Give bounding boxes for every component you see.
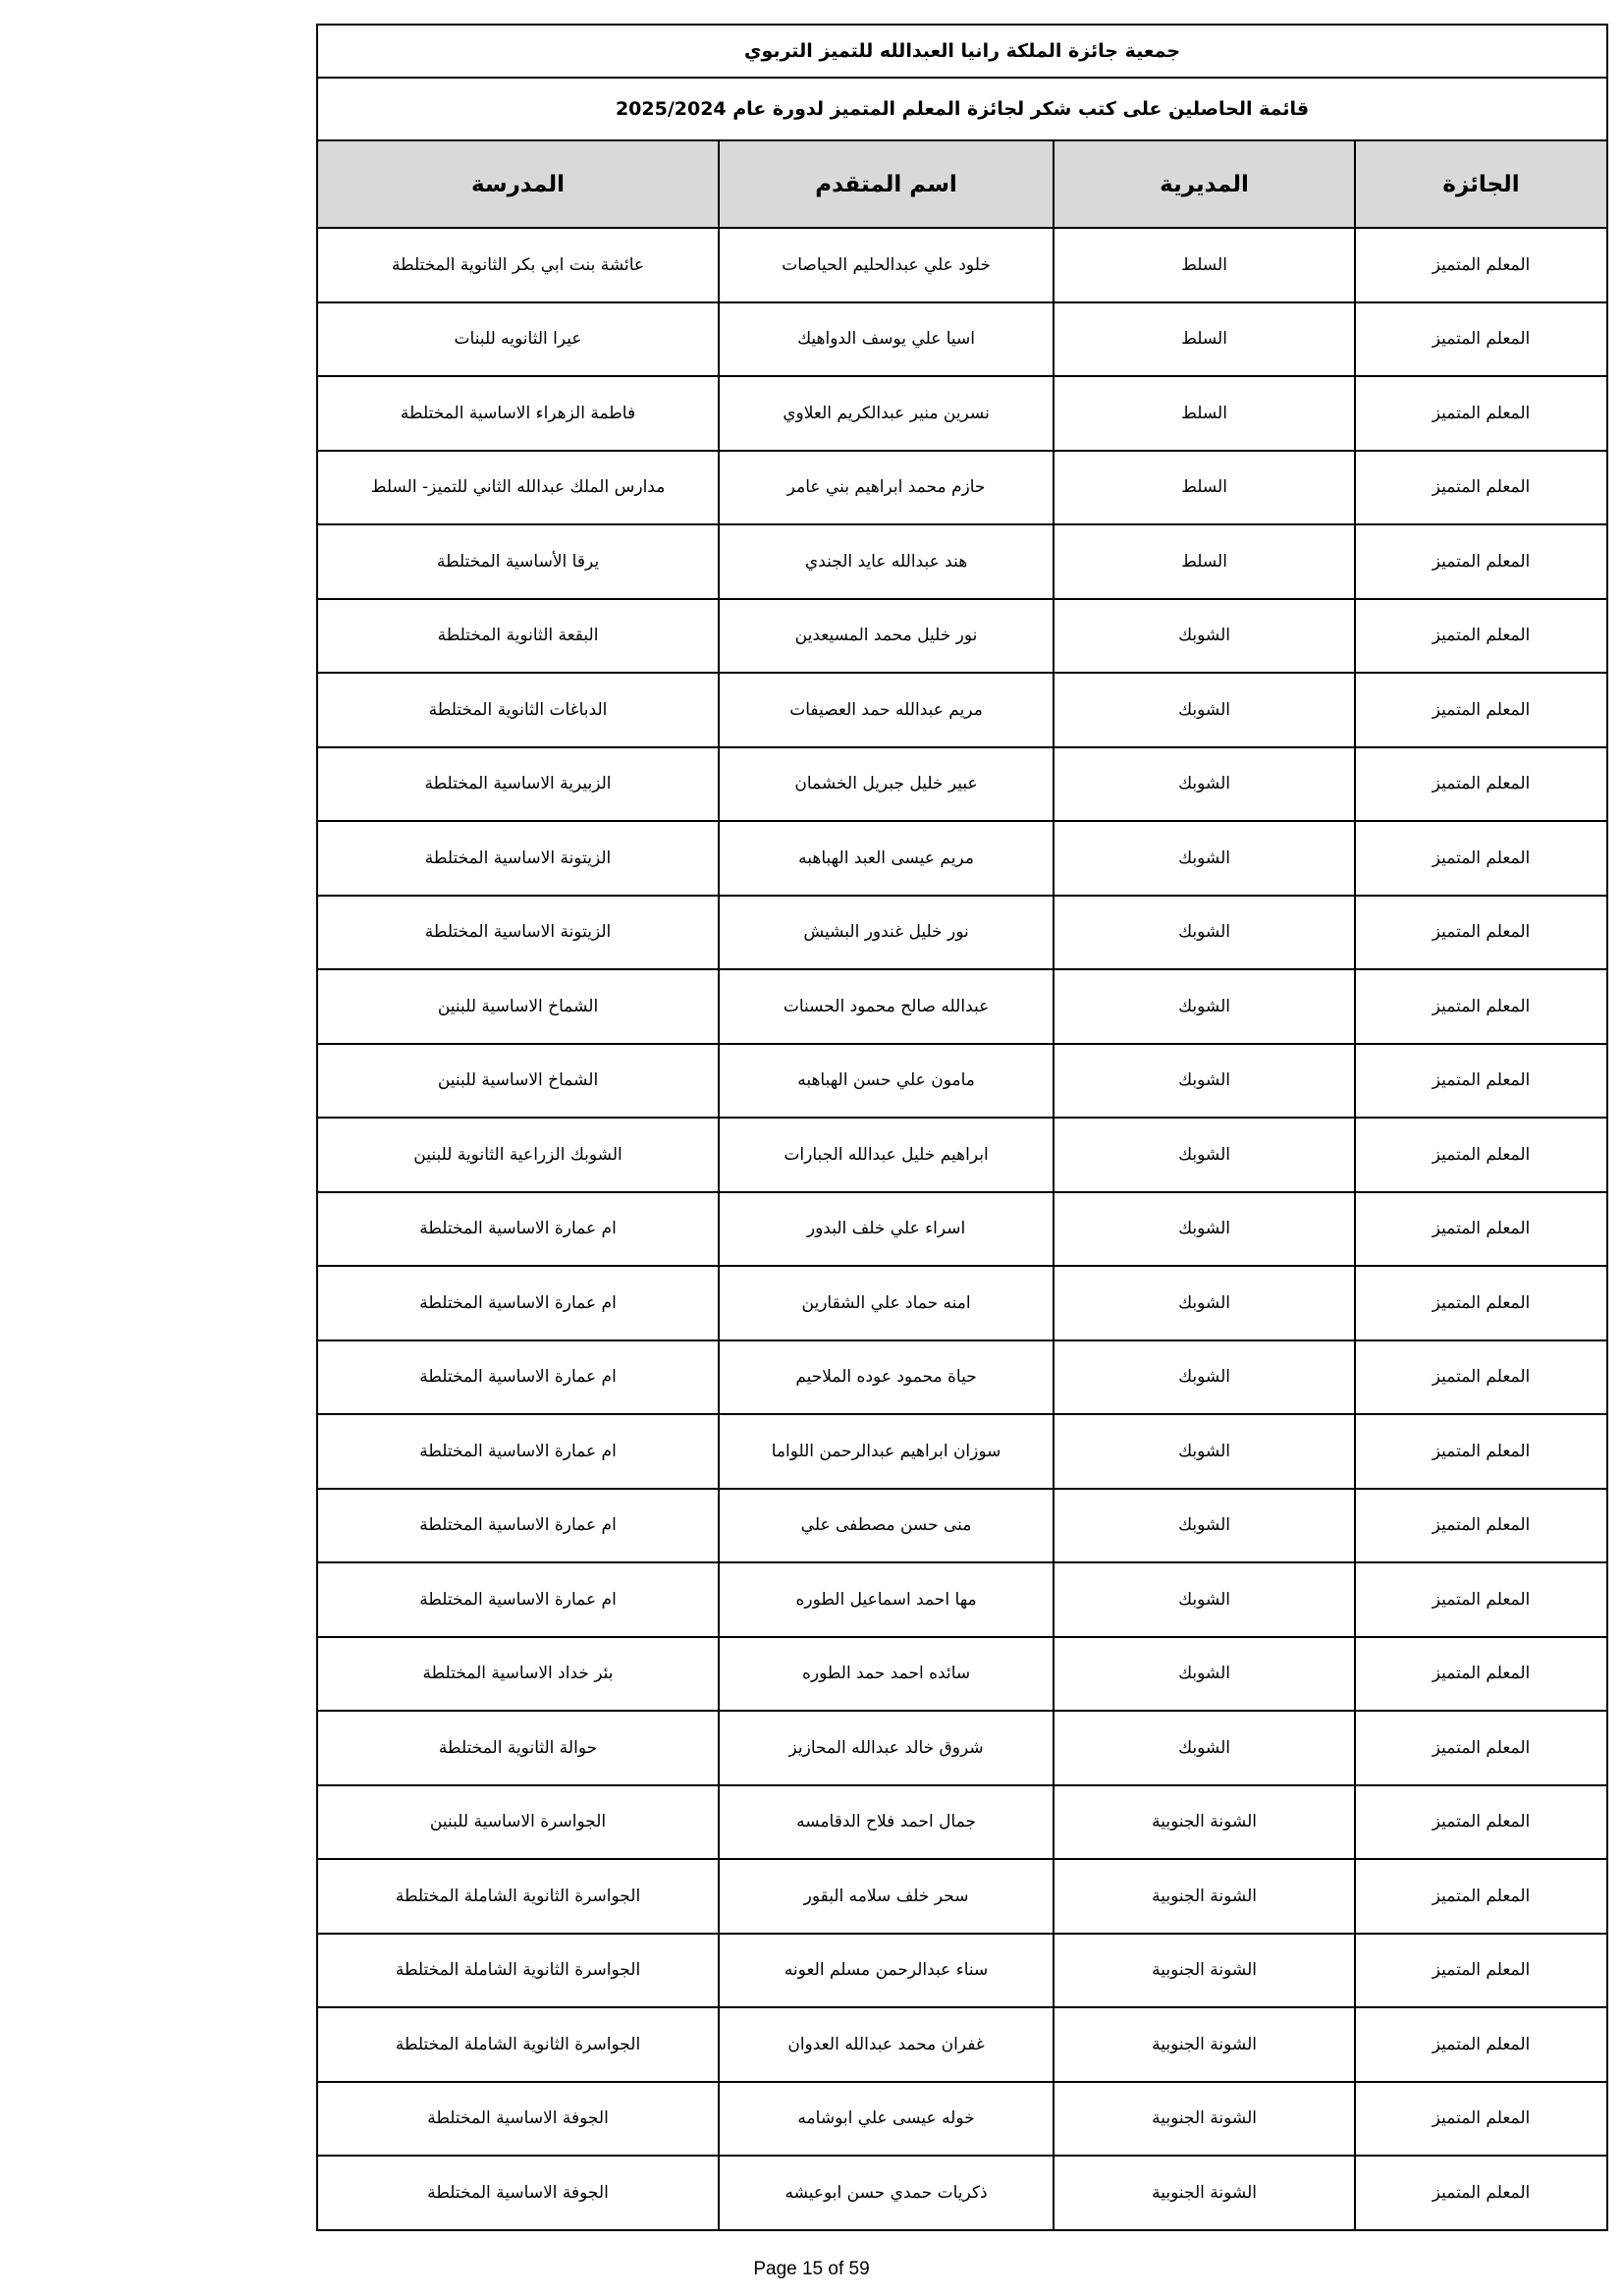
directorate-cell: الشوبك: [1054, 1266, 1355, 1340]
school-cell: الشماخ الاساسية للبنين: [317, 1044, 719, 1119]
award-cell: المعلم المتميز: [1355, 1489, 1607, 1563]
directorate-cell: الشوبك: [1054, 969, 1355, 1044]
directorate-cell: الشوبك: [1054, 896, 1355, 970]
directorate-cell: السلط: [1054, 451, 1355, 525]
table-row: [317, 2156, 1607, 2230]
school-cell: فاطمة الزهراء الاساسية المختلطة: [317, 376, 719, 451]
school-cell: مدارس الملك عبدالله الثاني للتميز- السلط: [317, 451, 719, 525]
applicant-name-cell: خوله عيسى علي ابوشامه: [719, 2082, 1054, 2157]
table-row: [317, 599, 1607, 674]
directorate-cell: الشوبك: [1054, 1711, 1355, 1785]
table-row: [317, 451, 1607, 525]
school-cell: ام عمارة الاساسية المختلطة: [317, 1562, 719, 1637]
directorate-cell: الشوبك: [1054, 821, 1355, 896]
school-cell: بئر خداد الاساسية المختلطة: [317, 1637, 719, 1712]
school-cell: الجواسرة الثانوية الشاملة المختلطة: [317, 1934, 719, 2008]
school-cell: ام عمارة الاساسية المختلطة: [317, 1340, 719, 1415]
award-cell: المعلم المتميز: [1355, 599, 1607, 674]
school-cell: الشوبك الزراعية الثانوية للبنين: [317, 1118, 719, 1192]
applicant-name-cell: حياة محمود عوده الملاحيم: [719, 1340, 1054, 1415]
award-cell: المعلم المتميز: [1355, 1711, 1607, 1785]
document-title: جمعية جائزة الملكة رانيا العبدالله للتميز التربوي: [317, 25, 1607, 78]
directorate-cell: السلط: [1054, 302, 1355, 377]
column-header-award: الجائزة: [1355, 140, 1607, 228]
applicant-name-cell: ابراهيم خليل عبدالله الجبارات: [719, 1118, 1054, 1192]
directorate-cell: الشونة الجنوبية: [1054, 1934, 1355, 2008]
applicant-name-cell: امنه حماد علي الشقارين: [719, 1266, 1054, 1340]
applicant-name-cell: مامون علي حسن الهباهبه: [719, 1044, 1054, 1119]
award-cell: المعلم المتميز: [1355, 1414, 1607, 1489]
table-row: [317, 673, 1607, 747]
directorate-cell: الشوبك: [1054, 1044, 1355, 1119]
applicant-name-cell: مريم عبدالله حمد العصيفات: [719, 673, 1054, 747]
award-cell: المعلم المتميز: [1355, 2156, 1607, 2230]
award-cell: المعلم المتميز: [1355, 821, 1607, 896]
award-cell: المعلم المتميز: [1355, 1192, 1607, 1267]
award-cell: المعلم المتميز: [1355, 451, 1607, 525]
award-cell: المعلم المتميز: [1355, 2007, 1607, 2082]
applicant-name-cell: نور خليل غندور البشيش: [719, 896, 1054, 970]
table-row: [317, 2082, 1607, 2157]
table-row: [317, 1340, 1607, 1415]
table-row: [317, 302, 1607, 377]
table-row: [317, 2007, 1607, 2082]
award-cell: المعلم المتميز: [1355, 1637, 1607, 1712]
table-row: [317, 228, 1607, 302]
table-row: [317, 1044, 1607, 1119]
school-cell: الجوفة الاساسية المختلطة: [317, 2082, 719, 2157]
applicant-name-cell: هند عبدالله عايد الجندي: [719, 524, 1054, 599]
table-row: [317, 969, 1607, 1044]
applicant-name-cell: منى حسن مصطفى علي: [719, 1489, 1054, 1563]
award-cell: المعلم المتميز: [1355, 1340, 1607, 1415]
column-header-applicant-name: اسم المتقدم: [719, 140, 1054, 228]
table-row: [317, 1785, 1607, 1860]
award-cell: المعلم المتميز: [1355, 1118, 1607, 1192]
applicant-name-cell: عبدالله صالح محمود الحسنات: [719, 969, 1054, 1044]
column-header-directorate: المديرية: [1054, 140, 1355, 228]
applicant-name-cell: مريم عيسى العبد الهباهبه: [719, 821, 1054, 896]
applicant-name-cell: مها احمد اسماعيل الطوره: [719, 1562, 1054, 1637]
directorate-cell: الشوبك: [1054, 1562, 1355, 1637]
school-cell: ام عمارة الاساسية المختلطة: [317, 1489, 719, 1563]
table-row: [317, 1192, 1607, 1267]
school-cell: الشماخ الاساسية للبنين: [317, 969, 719, 1044]
school-cell: عائشة بنت ابي بكر الثانوية المختلطة: [317, 228, 719, 302]
awards-table: [316, 24, 1608, 2231]
table-row: [317, 1489, 1607, 1563]
directorate-cell: الشوبك: [1054, 1118, 1355, 1192]
directorate-cell: الشونة الجنوبية: [1054, 2082, 1355, 2157]
school-cell: الجواسرة الاساسية للبنين: [317, 1785, 719, 1860]
applicant-name-cell: جمال احمد فلاح الدقامسه: [719, 1785, 1054, 1860]
directorate-cell: الشوبك: [1054, 1414, 1355, 1489]
school-cell: ام عمارة الاساسية المختلطة: [317, 1266, 719, 1340]
directorate-cell: السلط: [1054, 228, 1355, 302]
applicant-name-cell: نسرين منير عبدالكريم العلاوي: [719, 376, 1054, 451]
applicant-name-cell: اسراء علي خلف البدور: [719, 1192, 1054, 1267]
award-cell: المعلم المتميز: [1355, 524, 1607, 599]
table-row: [317, 747, 1607, 822]
award-cell: المعلم المتميز: [1355, 1859, 1607, 1934]
school-cell: ام عمارة الاساسية المختلطة: [317, 1192, 719, 1267]
award-cell: المعلم المتميز: [1355, 302, 1607, 377]
applicant-name-cell: سوزان ابراهيم عبدالرحمن اللواما: [719, 1414, 1054, 1489]
award-cell: المعلم المتميز: [1355, 747, 1607, 822]
table-row: [317, 821, 1607, 896]
school-cell: البقعة الثانوية المختلطة: [317, 599, 719, 674]
award-cell: المعلم المتميز: [1355, 376, 1607, 451]
school-cell: الدباغات الثانوية المختلطة: [317, 673, 719, 747]
directorate-cell: الشوبك: [1054, 599, 1355, 674]
award-cell: المعلم المتميز: [1355, 673, 1607, 747]
school-cell: الجواسرة الثانوية الشاملة المختلطة: [317, 2007, 719, 2082]
directorate-cell: الشونة الجنوبية: [1054, 2007, 1355, 2082]
table-row: [317, 896, 1607, 970]
award-cell: المعلم المتميز: [1355, 1785, 1607, 1860]
directorate-cell: الشونة الجنوبية: [1054, 1785, 1355, 1860]
table-row: [317, 1859, 1607, 1934]
table-row: [317, 1414, 1607, 1489]
directorate-cell: الشوبك: [1054, 673, 1355, 747]
table-body: [317, 25, 1607, 2230]
table-row: [317, 1711, 1607, 1785]
directorate-cell: الشوبك: [1054, 1340, 1355, 1415]
award-cell: المعلم المتميز: [1355, 1562, 1607, 1637]
directorate-cell: الشوبك: [1054, 747, 1355, 822]
school-cell: يرقا الأساسية المختلطة: [317, 524, 719, 599]
directorate-cell: الشونة الجنوبية: [1054, 2156, 1355, 2230]
directorate-cell: الشوبك: [1054, 1489, 1355, 1563]
applicant-name-cell: اسيا علي يوسف الدواهيك: [719, 302, 1054, 377]
school-cell: الجوفة الاساسية المختلطة: [317, 2156, 719, 2230]
directorate-cell: الشوبك: [1054, 1192, 1355, 1267]
school-cell: الزيتونة الاساسية المختلطة: [317, 821, 719, 896]
page-number: Page 15 of 59: [753, 2259, 870, 2279]
applicant-name-cell: خلود علي عبدالحليم الحياصات: [719, 228, 1054, 302]
award-cell: المعلم المتميز: [1355, 969, 1607, 1044]
applicant-name-cell: سائده احمد حمد الطوره: [719, 1637, 1054, 1712]
table-row: [317, 376, 1607, 451]
award-cell: المعلم المتميز: [1355, 228, 1607, 302]
award-cell: المعلم المتميز: [1355, 2082, 1607, 2157]
applicant-name-cell: سحر خلف سلامه البقور: [719, 1859, 1054, 1934]
award-cell: المعلم المتميز: [1355, 896, 1607, 970]
school-cell: الزبيرية الاساسية المختلطة: [317, 747, 719, 822]
award-cell: المعلم المتميز: [1355, 1266, 1607, 1340]
award-cell: المعلم المتميز: [1355, 1044, 1607, 1119]
directorate-cell: الشونة الجنوبية: [1054, 1859, 1355, 1934]
school-cell: الجواسرة الثانوية الشاملة المختلطة: [317, 1859, 719, 1934]
table-row: [317, 1637, 1607, 1712]
school-cell: الزيتونة الاساسية المختلطة: [317, 896, 719, 970]
directorate-cell: السلط: [1054, 524, 1355, 599]
table-row: [317, 1934, 1607, 2008]
table-row: [317, 1266, 1607, 1340]
subtitle-row: [317, 78, 1607, 140]
award-cell: المعلم المتميز: [1355, 1934, 1607, 2008]
column-header-school: المدرسة: [317, 140, 719, 228]
applicant-name-cell: عبير خليل جبريل الخشمان: [719, 747, 1054, 822]
school-cell: حوالة الثانوية المختلطة: [317, 1711, 719, 1785]
applicant-name-cell: ذكريات حمدي حسن ابوعيشه: [719, 2156, 1054, 2230]
directorate-cell: الشوبك: [1054, 1637, 1355, 1712]
school-cell: ام عمارة الاساسية المختلطة: [317, 1414, 719, 1489]
applicant-name-cell: نور خليل محمد المسيعدين: [719, 599, 1054, 674]
table-row: [317, 1562, 1607, 1637]
directorate-cell: السلط: [1054, 376, 1355, 451]
applicant-name-cell: شروق خالد عبدالله المحازيز: [719, 1711, 1054, 1785]
applicant-name-cell: حازم محمد ابراهيم بني عامر: [719, 451, 1054, 525]
applicant-name-cell: غفران محمد عبدالله العدوان: [719, 2007, 1054, 2082]
column-header-row: [317, 140, 1607, 228]
document-subtitle: قائمة الحاصلين على كتب شكر لجائزة المعلم المتميز لدورة عام 2025/2024: [317, 78, 1607, 140]
table-row: [317, 524, 1607, 599]
table-row: [317, 1118, 1607, 1192]
title-row: [317, 25, 1607, 78]
applicant-name-cell: سناء عبدالرحمن مسلم العونه: [719, 1934, 1054, 2008]
school-cell: عيرا الثانويه للبنات: [317, 302, 719, 377]
